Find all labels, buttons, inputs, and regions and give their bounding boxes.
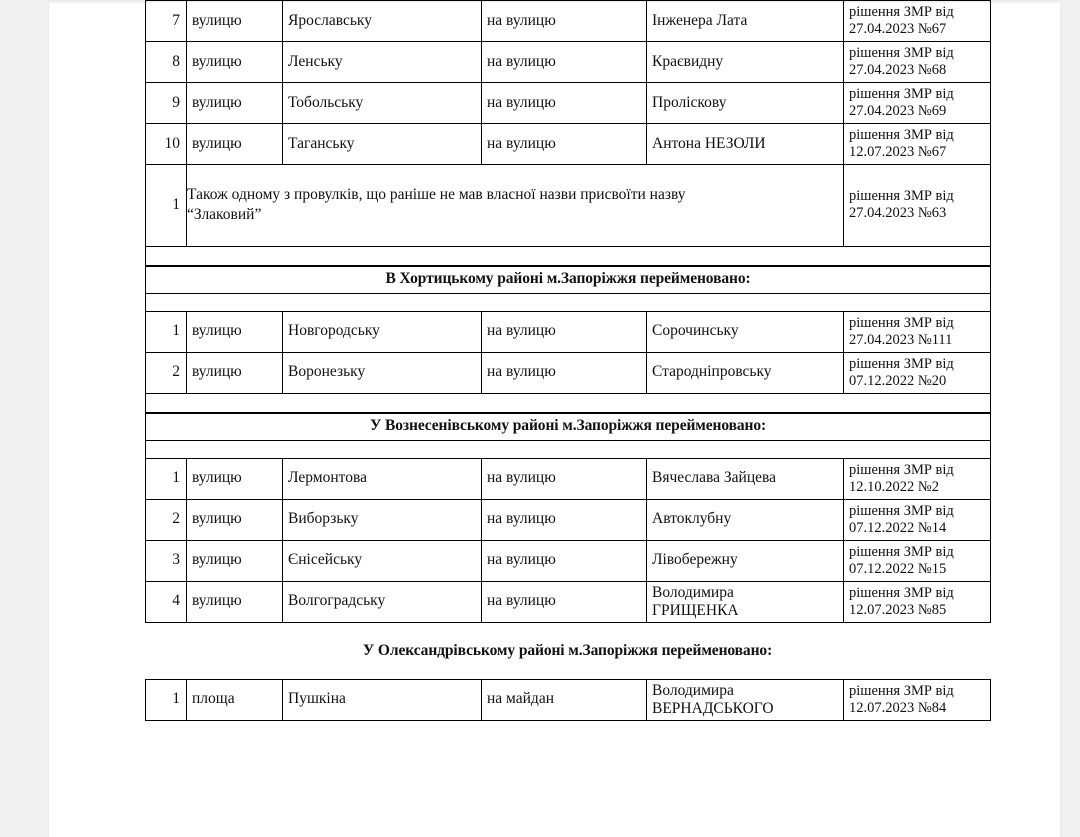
old-name: Пушкіна (283, 679, 482, 720)
spacer-row (146, 246, 991, 265)
decision-line-1: рішення ЗМР від (849, 4, 954, 21)
row-number: 2 (146, 352, 187, 393)
row-number: 7 (146, 1, 187, 42)
decision-line-2: 12.10.2022 №2 (849, 478, 939, 495)
preposition: на вулицю (482, 83, 647, 124)
decision-line-2: 12.07.2023 №67 (849, 144, 947, 160)
new-name-line-1: Володимира (652, 682, 734, 700)
object-type: вулицю (187, 83, 283, 124)
note-text (187, 165, 844, 247)
decision-line-2: 07.12.2022 №14 (849, 519, 947, 536)
old-name: Волгоградську (283, 581, 482, 622)
row-number: 9 (146, 83, 187, 124)
decision-line-1: рішення ЗМР від (849, 86, 954, 103)
heading-block-oleksandrivskyi (145, 623, 990, 679)
decision-line-1: рішення ЗМР від (849, 502, 954, 519)
spacer-cell (146, 440, 991, 458)
decision-line-2: 12.07.2023 №84 (849, 699, 947, 716)
table-voznesenivskyi (145, 413, 991, 623)
row-number: 1 (146, 311, 187, 352)
new-name: Лівобережну (647, 540, 844, 581)
preposition: на вулицю (482, 581, 647, 622)
new-name (647, 581, 844, 622)
decision-line-2: 12.07.2023 №85 (849, 601, 947, 618)
old-name: Єнісейську (283, 540, 482, 581)
new-name-line-2: ГРИЩЕНКА (652, 601, 739, 619)
preposition: на вулицю (482, 540, 647, 581)
decision-line-1: рішення ЗМР від (849, 461, 954, 478)
table-row (146, 499, 991, 540)
preposition: на вулицю (482, 124, 647, 165)
row-number: 4 (146, 581, 187, 622)
section-title-voznesenivskyi: У Вознесенівському районі м.Запоріжжя перейменовано: (146, 413, 991, 440)
decision-reference (844, 540, 991, 581)
decision-line-1: рішення ЗМР від (849, 314, 954, 331)
object-type: вулицю (187, 1, 283, 42)
decision-reference (844, 165, 991, 247)
decision-line-1: рішення ЗМР від (849, 682, 954, 699)
table-row (146, 124, 991, 165)
table-khortytskyi (145, 266, 991, 413)
new-name: Інженера Лата (647, 1, 844, 42)
table-oleksandrivskyi (145, 679, 991, 721)
decision-line-1: рішення ЗМР від (849, 127, 954, 144)
preposition: на вулицю (482, 1, 647, 42)
new-name: Стародніпровську (647, 352, 844, 393)
row-number: 1 (146, 679, 187, 720)
new-name: Проліскову (647, 83, 844, 124)
table-row (146, 311, 991, 352)
decision-reference (844, 499, 991, 540)
table-row (146, 581, 991, 622)
spacer-row (146, 293, 991, 311)
preposition: на вулицю (482, 499, 647, 540)
spacer-row (146, 393, 991, 412)
decision-reference (844, 581, 991, 622)
decision-line-1: рішення ЗМР від (849, 355, 954, 372)
old-name: Виборзьку (283, 499, 482, 540)
old-name: Ярославську (283, 1, 482, 42)
decision-line-2: 27.04.2023 №69 (849, 103, 947, 119)
decision-line-2: 07.12.2022 №15 (849, 560, 947, 577)
table-row-note (146, 165, 991, 247)
decision-line-1: рішення ЗМР від (849, 584, 954, 601)
decision-line-1: рішення ЗМР від (849, 188, 954, 205)
old-name: Тобольську (283, 83, 482, 124)
new-name (647, 679, 844, 720)
section-title-row (146, 413, 991, 440)
section-title-khortytskyi: В Хортицькому районі м.Запоріжжя перейменовано: (146, 266, 991, 293)
new-name: Автоклубну (647, 499, 844, 540)
row-number: 2 (146, 499, 187, 540)
new-name-line-2: ВЕРНАДСЬКОГО (652, 699, 774, 717)
decision-reference (844, 352, 991, 393)
old-name: Воронезьку (283, 352, 482, 393)
object-type: вулицю (187, 124, 283, 165)
new-name: Антона НЕЗОЛИ (647, 124, 844, 165)
spacer-cell (146, 293, 991, 311)
new-name: Сорочинську (647, 311, 844, 352)
object-type: вулицю (187, 352, 283, 393)
old-name: Новгородську (283, 311, 482, 352)
object-type: вулицю (187, 499, 283, 540)
object-type: вулицю (187, 581, 283, 622)
table-row (146, 42, 991, 83)
decision-line-2: 27.04.2023 №63 (849, 205, 947, 222)
object-type: вулицю (187, 311, 283, 352)
object-type: площа (187, 679, 283, 720)
spacer-cell (146, 246, 991, 265)
note-line-2: “Злаковий” (187, 206, 262, 224)
row-number: 8 (146, 42, 187, 83)
decision-reference (844, 311, 991, 352)
table-row (146, 458, 991, 499)
table-row (146, 352, 991, 393)
row-number: 10 (146, 124, 187, 165)
object-type: вулицю (187, 540, 283, 581)
decision-line-1: рішення ЗМР від (849, 543, 954, 560)
decision-reference (844, 83, 991, 124)
new-name-line-1: Володимира (652, 584, 734, 602)
new-name: Краєвидну (647, 42, 844, 83)
preposition: на вулицю (482, 311, 647, 352)
table-row (146, 679, 991, 720)
decision-line-2: 27.04.2023 №111 (849, 331, 953, 348)
decision-reference (844, 458, 991, 499)
row-number: 3 (146, 540, 187, 581)
spacer-row (146, 440, 991, 458)
object-type: вулицю (187, 42, 283, 83)
document-page (49, 0, 1060, 837)
section-title-row (146, 266, 991, 293)
decision-line-2: 07.12.2022 №20 (849, 372, 947, 389)
decision-line-1: рішення ЗМР від (849, 45, 954, 62)
decision-reference (844, 124, 991, 165)
decision-line-2: 27.04.2023 №67 (849, 21, 947, 37)
decision-reference (844, 679, 991, 720)
old-name: Ленську (283, 42, 482, 83)
decision-line-2: 27.04.2023 №68 (849, 62, 947, 78)
table-continued-district (145, 0, 991, 266)
table-row (146, 83, 991, 124)
new-name: Вячеслава Зайцева (647, 458, 844, 499)
spacer-cell (146, 393, 991, 412)
preposition: на вулицю (482, 352, 647, 393)
row-number: 1 (146, 458, 187, 499)
document-body (145, 0, 990, 721)
note-line-1: Також одному з провулків, що раніше не мав власної назви присвоїти назву (187, 186, 686, 204)
old-name: Таганську (283, 124, 482, 165)
table-row (146, 1, 991, 42)
old-name: Лермонтова (283, 458, 482, 499)
preposition: на майдан (482, 679, 647, 720)
decision-reference (844, 1, 991, 42)
decision-reference (844, 42, 991, 83)
object-type: вулицю (187, 458, 283, 499)
preposition: на вулицю (482, 458, 647, 499)
row-number: 1 (146, 165, 187, 247)
table-row (146, 540, 991, 581)
section-title-oleksandrivskyi: У Олександрівському районі м.Запоріжжя перейменовано: (362, 641, 773, 659)
preposition: на вулицю (482, 42, 647, 83)
